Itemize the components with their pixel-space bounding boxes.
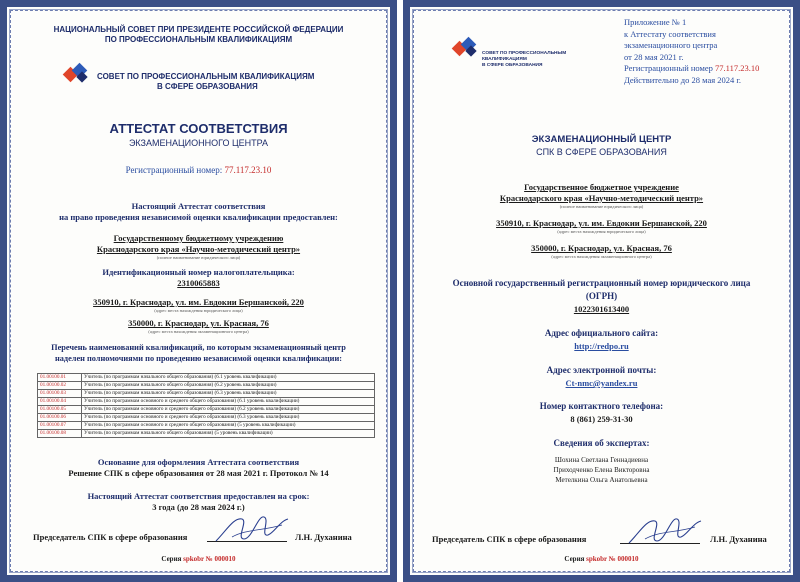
- council-name-line-1: СОВЕТ ПО ПРОФЕССИОНАЛЬНЫМ КВАЛИФИКАЦИЯМ: [97, 72, 315, 81]
- appendix-line-2: к Аттестату соответствия: [624, 28, 716, 39]
- legal-address: 350910, г. Краснодар, ул. им. Евдокии Бершанской, 220: [93, 297, 304, 307]
- list-title-1: Перечень наименований квалификаций, по которым экзаменационный центр: [51, 343, 346, 352]
- appendix-line-1: Приложение № 1: [624, 17, 687, 27]
- attestat-appendix: [403, 0, 800, 582]
- table-row: [38, 430, 375, 438]
- list-item: Приходченко Елена Викторовна: [553, 466, 650, 474]
- basis-title: Основание для оформления Аттестата соответствия: [97, 457, 300, 467]
- certificate-subtitle: ЭКЗАМЕНАЦИОННОГО ЦЕНТРА: [128, 138, 269, 148]
- table-row: [38, 398, 375, 406]
- site-label: Адрес официального сайта:: [544, 328, 659, 338]
- qualification-name: Учитель (по программам начального общего образования) (6.3 уровень квалификации): [82, 390, 375, 398]
- email-link[interactable]: Ct-nmc@yandex.ru: [565, 378, 638, 388]
- appendix-line-4: от 28 мая 2021 г.: [624, 51, 684, 62]
- center-subtitle: СПК В СФЕРЕ ОБРАЗОВАНИЯ: [536, 147, 667, 157]
- chair-label: Председатель СПК в сфере образования: [33, 532, 188, 542]
- reg-value: 77.117.23.10: [224, 165, 272, 175]
- chair-name: Л.Н. Духанина: [295, 532, 352, 542]
- series-label: Серия: [161, 555, 182, 563]
- list-item: Шохина Светлана Геннадиевна: [554, 456, 649, 464]
- inn-label: Идентификационный номер налогоплательщика:: [102, 267, 295, 277]
- exam-address: 350000, г. Краснодар, ул. Красная, 76: [531, 243, 672, 253]
- ogrn-label-2: (ОГРН): [585, 291, 618, 301]
- qualification-code: 01.00100.07: [38, 422, 82, 430]
- org-name-line-1: Государственному бюджетному учреждению: [113, 233, 284, 243]
- org-caption: (полное наименование юридического лица): [156, 255, 241, 260]
- chair-label: Председатель СПК в сфере образования: [432, 534, 587, 544]
- qualification-code: 01.00100.06: [38, 414, 82, 422]
- series-number: spkobr № 000010: [586, 555, 639, 563]
- signature-icon: [625, 509, 705, 553]
- appendix-line-3: экзаменационного центра: [624, 40, 718, 50]
- chair-name: Л.Н. Духанина: [710, 534, 767, 544]
- reg-label: Регистрационный номер:: [125, 165, 223, 175]
- table-row: [38, 422, 375, 430]
- qualification-code: 01.00100.05: [38, 406, 82, 414]
- series-number: spkobr № 000010: [183, 555, 236, 563]
- qualification-name: Учитель (по программам начального общего образования) (6.2 уровень квалификации): [82, 382, 375, 390]
- legal-address: 350910, г. Краснодар, ул. им. Евдокии Бершанской, 220: [496, 218, 707, 228]
- experts-label: Сведения об экспертах:: [553, 438, 650, 448]
- experts-list: [410, 455, 793, 485]
- org-name-line-2: Краснодарского края «Научно-методический центр»: [96, 244, 301, 254]
- qualification-code: 01.00100.08: [38, 430, 82, 438]
- qualification-name: Учитель (по программам основного и среднего общего образования) (6.1 уровень квалификации): [82, 398, 375, 406]
- site-link[interactable]: http://redpo.ru: [574, 341, 629, 351]
- signature-icon: [212, 507, 292, 551]
- qualification-name: Учитель (по программам основного и среднего общего образования) (6.2 уровень квалификации): [82, 406, 375, 414]
- council-logo-icon: [65, 63, 91, 85]
- term-title: Настоящий Аттестат соответствия предоставлен на срок:: [87, 491, 310, 501]
- list-title-2: наделен полномочиями по проведению независимой оценки квалификации:: [54, 354, 342, 363]
- series-label: Серия: [564, 555, 585, 563]
- qualification-code: 01.00100.03: [38, 390, 82, 398]
- council-name-line-2: В СФЕРЕ ОБРАЗОВАНИЯ: [157, 82, 258, 91]
- qualification-code: 01.00100.01: [38, 374, 82, 382]
- org-caption: (полное наименование юридического лица): [559, 204, 644, 209]
- phone-value: 8 (861) 259-31-30: [570, 414, 633, 424]
- attestat-certificate: [0, 0, 397, 582]
- table-row: [38, 414, 375, 422]
- registration-number: [7, 165, 390, 175]
- ogrn-value: 1022301613400: [573, 304, 630, 314]
- appendix-block: [624, 17, 759, 86]
- qualification-name: Учитель (по программам основного и среднего общего образования) (5 уровень квалификации): [82, 422, 375, 430]
- table-row: [38, 382, 375, 390]
- legal-address-caption: (адрес места нахождения юридического лица): [154, 308, 243, 313]
- table-row: [38, 374, 375, 382]
- table-row: [38, 406, 375, 414]
- grant-line-2: на право проведения независимой оценки квалификации предоставлен:: [59, 212, 338, 222]
- qualification-name: Учитель (по программам основного и среднего общего образования) (6.3 уровень квалификации): [82, 414, 375, 422]
- term-text: 3 года (до 28 мая 2024 г.): [152, 502, 245, 512]
- phone-label: Номер контактного телефона:: [539, 401, 664, 411]
- grant-line-1: Настоящий Аттестат соответствия: [131, 201, 266, 211]
- inn-value: 2310065883: [177, 278, 220, 288]
- appendix-reg-number: [624, 63, 759, 75]
- reg-label: Регистрационный номер: [624, 63, 713, 73]
- certificate-title: АТТЕСТАТ СООТВЕТСТВИЯ: [109, 121, 288, 136]
- council-logo-icon: [454, 37, 480, 59]
- ogrn-label-1: Основной государственный регистрационный номер юридического лица: [452, 278, 751, 288]
- series: [7, 555, 390, 563]
- series: [410, 555, 793, 563]
- org-name-line-1: Государственное бюджетное учреждение: [524, 182, 679, 192]
- logo-text-2: КВАЛИФИКАЦИЯМ: [482, 57, 527, 62]
- qualification-name: Учитель (по программам начального общего образования) (6.1 уровень квалификации): [82, 374, 375, 382]
- qualification-code: 01.00100.04: [38, 398, 82, 406]
- legal-address-caption: (адрес места нахождения юридического лица): [557, 229, 646, 234]
- email-label: Адрес электронной почты:: [546, 365, 657, 375]
- qualification-code: 01.00100.02: [38, 382, 82, 390]
- header-line-2: ПО ПРОФЕССИОНАЛЬНЫМ КВАЛИФИКАЦИЯМ: [104, 35, 293, 44]
- list-item: Метелкина Ольга Анатольевна: [555, 476, 648, 484]
- qualification-name: Учитель (по программам начального общего образования) (5 уровень квалификации): [82, 430, 375, 438]
- center-title: ЭКЗАМЕНАЦИОННЫЙ ЦЕНТР: [531, 134, 672, 145]
- logo-text-3: В СФЕРЕ ОБРАЗОВАНИЯ: [482, 63, 543, 68]
- valid-until: Действительно до 28 мая 2024 г.: [624, 74, 742, 85]
- table-row: [38, 390, 375, 398]
- basis-text: Решение СПК в сфере образования от 28 мая 2021 г. Протокол № 14: [68, 468, 329, 478]
- org-name-line-2: Краснодарского края «Научно-методический центр»: [499, 193, 704, 203]
- exam-address-caption: (адрес места нахождения экзаменационного центра): [551, 254, 652, 259]
- exam-address-caption: (адрес места нахождения экзаменационного центра): [148, 329, 249, 334]
- exam-address: 350000, г. Краснодар, ул. Красная, 76: [128, 318, 269, 328]
- logo-text-1: СОВЕТ ПО ПРОФЕССИОНАЛЬНЫМ: [482, 51, 567, 56]
- qualifications-table: [37, 373, 375, 438]
- header-line-1: НАЦИОНАЛЬНЫЙ СОВЕТ ПРИ ПРЕЗИДЕНТЕ РОССИЙСКОЙ ФЕДЕРАЦИИ: [53, 25, 344, 34]
- reg-value: 77.117.23.10: [715, 63, 760, 73]
